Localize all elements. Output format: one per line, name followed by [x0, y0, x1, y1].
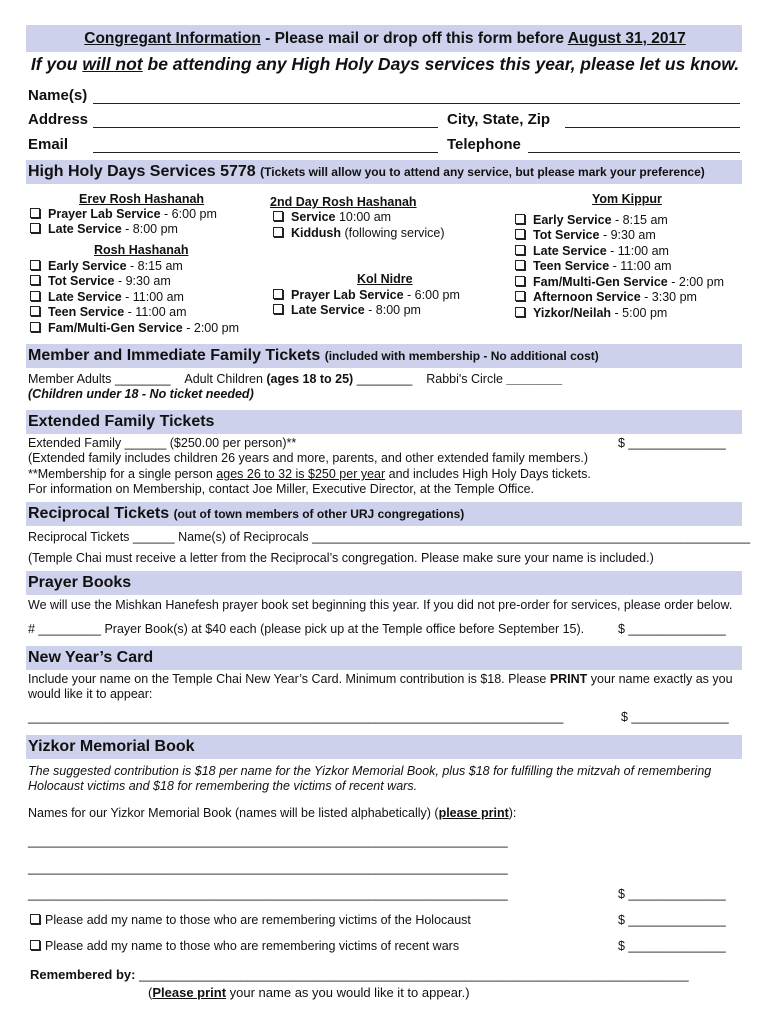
checkbox-icon[interactable] — [273, 211, 283, 221]
service-option[interactable]: Fam/Multi-Gen Service - 2:00 pm — [515, 275, 724, 289]
checkbox-icon[interactable] — [30, 914, 40, 924]
yizkor-intro-cont: Holocaust victims and $18 for remembering the victims of recent wars. — [28, 779, 418, 793]
yom-kippur-heading: Yom Kippur — [592, 192, 662, 206]
telephone-label: Telephone — [447, 136, 521, 153]
telephone-field[interactable] — [528, 152, 740, 153]
service-option[interactable]: Prayer Lab Service - 6:00 pm — [30, 207, 217, 221]
yizkor-names-prompt: Names for our Yizkor Memorial Book (names will be listed alphabetically) (please print): — [28, 806, 517, 820]
yizkor-name-field[interactable]: _____________________________________________________________________ — [28, 834, 508, 848]
checkbox-icon[interactable] — [30, 223, 40, 233]
checkbox-icon[interactable] — [515, 307, 525, 317]
service-option[interactable]: Late Service - 8:00 pm — [30, 222, 178, 236]
email-field[interactable] — [93, 152, 438, 153]
prayer-books-band — [26, 571, 742, 595]
holocaust-amount[interactable]: $ ______________ — [618, 913, 726, 927]
checkbox-icon[interactable] — [30, 291, 40, 301]
attendance-notice: If you will not be attending any High Holy Days services this year, please let us know. — [30, 54, 740, 74]
service-option[interactable]: Afternoon Service - 3:30 pm — [515, 290, 697, 304]
checkbox-icon[interactable] — [273, 227, 283, 237]
city-state-zip-label: City, State, Zip — [447, 111, 551, 128]
extended-heading: Extended Family Tickets — [28, 413, 215, 430]
form-title: Congregant Information - Please mail or drop off this form before August 31, 2017 — [84, 30, 686, 47]
prayer-books-info: We will use the Mishkan Hanefesh prayer book set beginning this year. If you did not pre-order for services, please order below. — [28, 598, 733, 612]
reciprocal-note: (Temple Chai must receive a letter from the Reciprocal’s congregation. Please make sure your name is included.) — [28, 551, 654, 565]
extended-family-line[interactable]: Extended Family ______ ($250.00 per person)** — [28, 436, 297, 450]
service-option[interactable]: Teen Service - 11:00 am — [515, 259, 672, 273]
checkbox-icon[interactable] — [30, 306, 40, 316]
checkbox-icon[interactable] — [273, 304, 283, 314]
holocaust-option[interactable]: Please add my name to those who are remembering victims of the Holocaust — [30, 913, 471, 927]
service-option[interactable]: Tot Service - 9:30 am — [515, 228, 656, 242]
checkbox-icon[interactable] — [30, 322, 40, 332]
checkbox-icon[interactable] — [30, 940, 40, 950]
recent-wars-option[interactable]: Please add my name to those who are remembering victims of recent wars — [30, 939, 459, 953]
service-option[interactable]: Yizkor/Neilah - 5:00 pm — [515, 306, 667, 320]
prayer-books-order-line[interactable]: # _________ Prayer Book(s) at $40 each (please pick up at the Temple office before September 15). — [28, 622, 585, 636]
checkbox-icon[interactable] — [515, 291, 525, 301]
remembered-by-line[interactable]: Remembered by: ____________________________________________________________________________ — [30, 967, 689, 982]
yizkor-name-field[interactable]: _____________________________________________________________________ — [28, 887, 508, 901]
services-heading: High Holy Days Services 5778 (Tickets will allow you to attend any service, but please mark your preference) — [28, 163, 705, 180]
kol-nidre-heading: Kol Nidre — [357, 272, 413, 286]
erev-rosh-hashanah-heading: Erev Rosh Hashanah — [79, 192, 205, 206]
yizkor-intro: The suggested contribution is $18 per name for the Yizkor Memorial Book, plus $18 for fulfilling the mitzvah of remembering — [28, 764, 712, 778]
new-year-info-cont: would like it to appear: — [28, 687, 153, 701]
children-note: (Children under 18 - No ticket needed) — [28, 387, 254, 401]
member-heading: Member and Immediate Family Tickets (included with membership - No additional cost) — [28, 347, 599, 364]
yizkor-name-field[interactable]: _____________________________________________________________________ — [28, 861, 508, 875]
checkbox-icon[interactable] — [30, 275, 40, 285]
new-year-amount[interactable]: $ ______________ — [621, 710, 729, 724]
city-state-zip-field[interactable] — [565, 127, 740, 128]
extended-amount[interactable]: $ ______________ — [618, 436, 726, 450]
service-option[interactable]: Service 10:00 am — [273, 210, 391, 224]
reciprocal-line[interactable]: Reciprocal Tickets ______ Name(s) of Reciprocals _______________________________________________________________ — [28, 530, 751, 544]
address-label: Address — [28, 111, 89, 128]
names-field[interactable] — [93, 103, 740, 104]
service-option[interactable]: Tot Service - 9:30 am — [30, 274, 171, 288]
email-label: Email — [28, 136, 69, 153]
service-option[interactable]: Prayer Lab Service - 6:00 pm — [273, 288, 460, 302]
checkbox-icon[interactable] — [515, 260, 525, 270]
service-option[interactable]: Early Service - 8:15 am — [30, 259, 183, 273]
prayer-books-heading: Prayer Books — [28, 574, 132, 591]
extended-note: (Extended family includes children 26 years and more, parents, and other extended family members.) — [28, 451, 589, 465]
yizkor-names-amount[interactable]: $ ______________ — [618, 887, 726, 901]
membership-contact: For information on Membership, contact Joe Miller, Executive Director, at the Temple Office. — [28, 482, 535, 496]
service-option[interactable]: Early Service - 8:15 am — [515, 213, 668, 227]
new-year-info: Include your name on the Temple Chai New Year’s Card. Minimum contribution is $18. Please PRINT your name exactly as you — [28, 672, 733, 686]
recent-wars-amount[interactable]: $ ______________ — [618, 939, 726, 953]
service-option[interactable]: Fam/Multi-Gen Service - 2:00 pm — [30, 321, 239, 335]
address-field[interactable] — [93, 127, 438, 128]
service-option[interactable]: Teen Service - 11:00 am — [30, 305, 187, 319]
second-day-rosh-hashanah-heading: 2nd Day Rosh Hashanah — [270, 195, 417, 209]
service-option[interactable]: Late Service - 11:00 am — [30, 290, 184, 304]
names-label: Name(s) — [28, 87, 88, 104]
service-option[interactable]: Kiddush (following service) — [273, 226, 445, 240]
prayer-books-amount[interactable]: $ ______________ — [618, 622, 726, 636]
checkbox-icon[interactable] — [515, 214, 525, 224]
checkbox-icon[interactable] — [515, 245, 525, 255]
membership-note: **Membership for a single person ages 26 to 32 is $250 per year and includes High Holy Days tickets. — [28, 467, 591, 481]
reciprocal-heading: Reciprocal Tickets (out of town members of other URJ congregations) — [28, 505, 465, 522]
member-tickets-line[interactable]: Member Adults ________ Adult Children (ages 18 to 25) ________ Rabbi's Circle ________ — [28, 372, 563, 386]
yizkor-heading: Yizkor Memorial Book — [28, 738, 195, 755]
print-name-note: (Please print your name as you would like it to appear.) — [148, 985, 470, 1000]
service-option[interactable]: Late Service - 8:00 pm — [273, 303, 421, 317]
checkbox-icon[interactable] — [30, 260, 40, 270]
checkbox-icon[interactable] — [30, 208, 40, 218]
checkbox-icon[interactable] — [515, 229, 525, 239]
service-option[interactable]: Late Service - 11:00 am — [515, 244, 669, 258]
new-year-heading: New Year’s Card — [28, 649, 154, 666]
new-year-name-field[interactable]: _____________________________________________________________________________ — [28, 710, 564, 724]
rosh-hashanah-heading: Rosh Hashanah — [94, 243, 189, 257]
checkbox-icon[interactable] — [515, 276, 525, 286]
checkbox-icon[interactable] — [273, 289, 283, 299]
